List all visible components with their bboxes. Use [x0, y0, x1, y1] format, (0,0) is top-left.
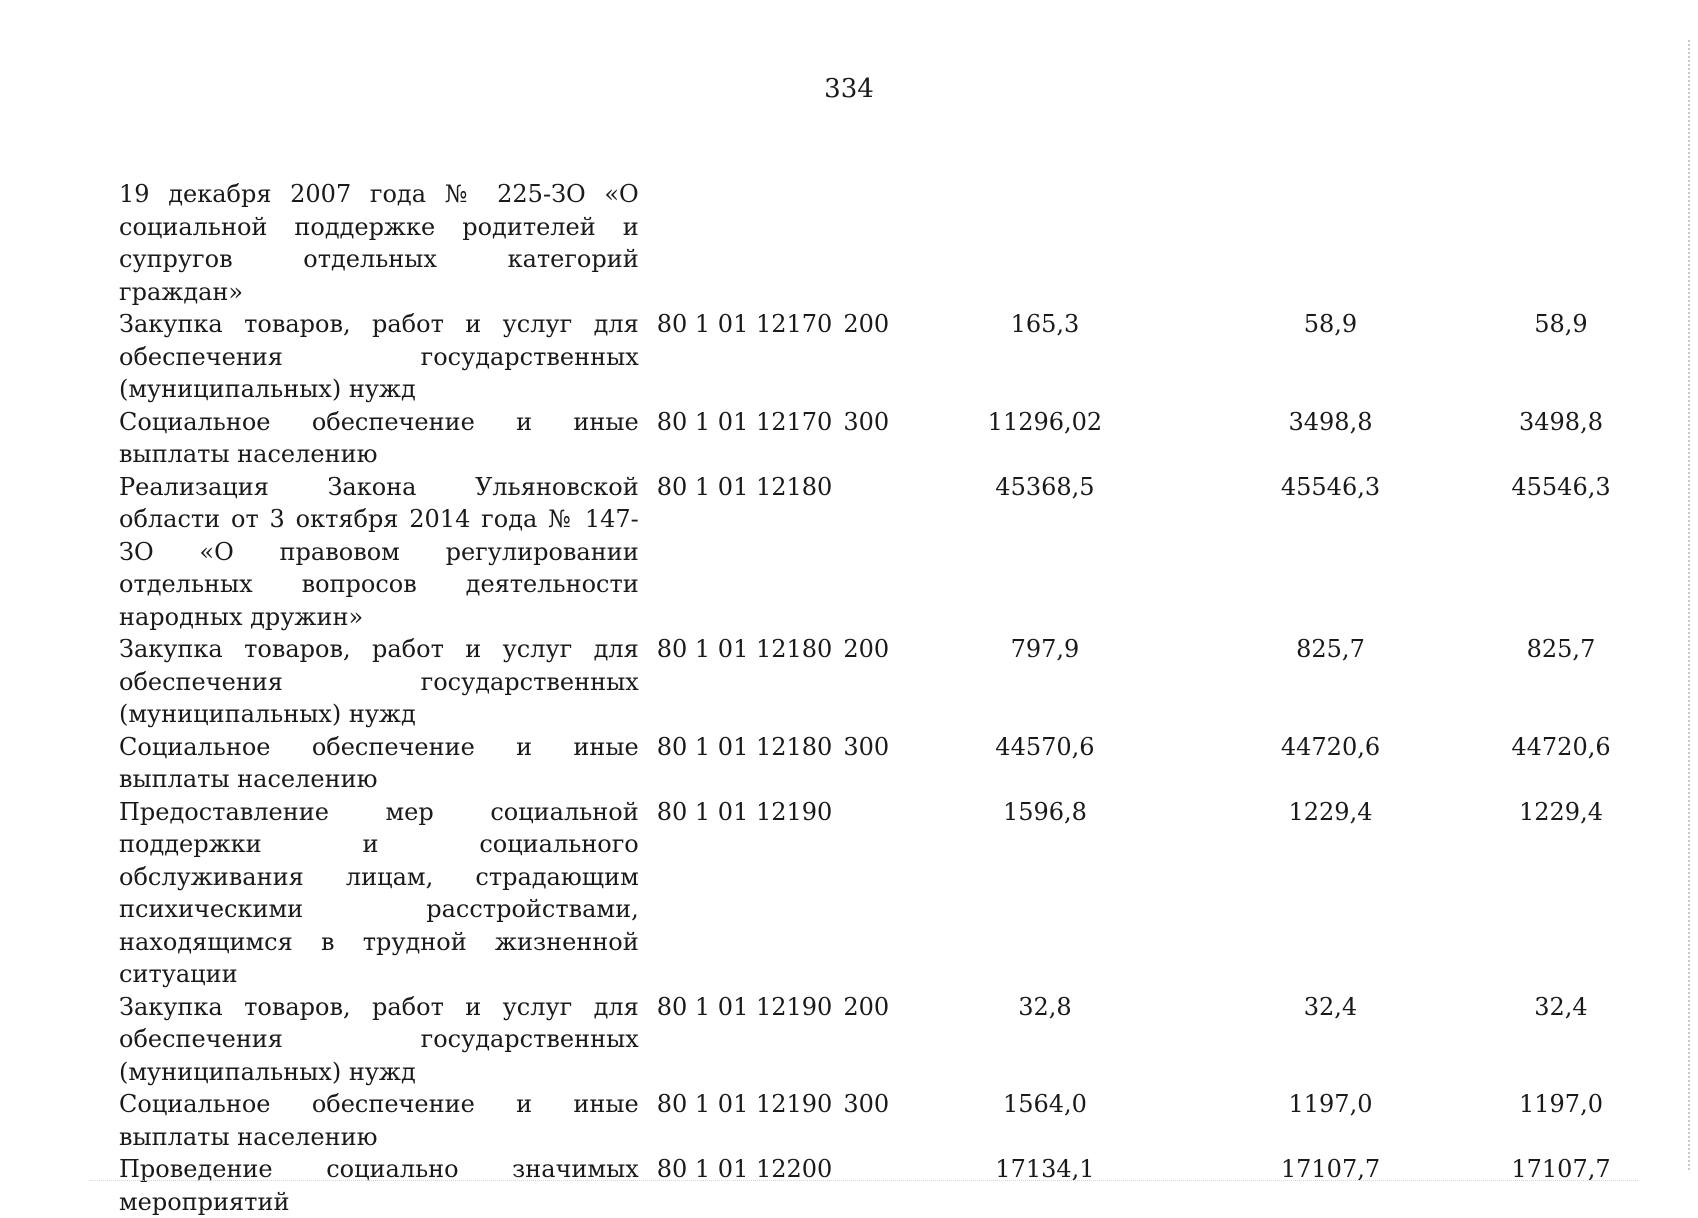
row-type: [843, 471, 903, 634]
table-row: [119, 178, 1698, 308]
row-name: Закупка товаров, работ и услуг для обеспечения государственных (муниципальных) нужд: [119, 310, 639, 403]
row-value-3: 1197,0: [1518, 1090, 1603, 1118]
row-name: Проведение социально значимых мероприятий: [119, 1155, 639, 1216]
row-name: Реализация Закона Ульяновской области от 3 октября 2014 года № 147-ЗО «О правовом регулировании отдельных вопросов деятельности народных дружин»: [119, 472, 639, 631]
row-type: 300: [843, 407, 890, 436]
row-type: 300: [843, 732, 890, 761]
row-value-2: 17107,7: [1280, 1155, 1381, 1183]
table-row: [119, 633, 1698, 731]
row-name: Предоставление мер социальной поддержки и социального обслуживания лицам, страдающим психическими расстройствами, находящимся в трудной жизненной ситуации: [119, 797, 639, 988]
row-type: 200: [843, 992, 890, 1021]
row-value-1: 1596,8: [1002, 797, 1087, 826]
row-type: 200: [843, 310, 890, 338]
table-row: [119, 1153, 1698, 1218]
row-value-2: [1237, 178, 1424, 308]
row-value-3: 32,4: [1534, 992, 1588, 1021]
row-name: 19 декабря 2007 года № 225-ЗО «О социальной поддержке родителей и супругов отдельных категорий граждан»: [119, 180, 639, 306]
row-code: [639, 178, 844, 308]
row-value-2: 1197,0: [1288, 1090, 1373, 1118]
row-value-1: [903, 178, 1237, 308]
row-value-2: 3498,8: [1288, 407, 1373, 436]
row-name: Закупка товаров, работ и услуг для обеспечения государственных (муниципальных) нужд: [119, 635, 639, 728]
table-row: [119, 1088, 1698, 1153]
row-value-2: 45546,3: [1280, 472, 1381, 501]
row-value-3: 58,9: [1534, 310, 1588, 338]
row-code: 80 1 01 12170: [656, 407, 833, 436]
budget-table-body: [119, 178, 1698, 1218]
row-code: 80 1 01 12190: [656, 797, 833, 826]
row-value-2: 1229,4: [1288, 797, 1373, 826]
row-value-3: 44720,6: [1511, 732, 1611, 761]
row-type: [843, 796, 903, 991]
row-value-3: 45546,3: [1511, 472, 1611, 501]
row-code: 80 1 01 12190: [656, 992, 833, 1021]
scan-edge-marks: [1686, 40, 1690, 1170]
row-code: 80 1 01 12180: [656, 472, 833, 501]
table-row: [119, 406, 1698, 471]
row-code: 80 1 01 12170: [656, 310, 833, 338]
row-type: [843, 1153, 903, 1218]
row-name: Социальное обеспечение и иные выплаты населению: [119, 732, 639, 793]
row-value-1: 11296,02: [987, 407, 1103, 436]
row-name: Закупка товаров, работ и услуг для обеспечения государственных (муниципальных) нужд: [119, 992, 639, 1086]
row-value-1: 32,8: [1018, 992, 1072, 1021]
row-code: 80 1 01 12190: [656, 1090, 833, 1118]
row-value-2: 58,9: [1303, 310, 1358, 338]
row-value-1: 17134,1: [995, 1155, 1095, 1183]
table-row: [119, 308, 1698, 406]
row-value-2: 44720,6: [1280, 732, 1381, 761]
row-name: Социальное обеспечение и иные выплаты населению: [119, 1090, 639, 1151]
row-value-1: 797,9: [1010, 635, 1080, 663]
table-row: [119, 796, 1698, 991]
table-row: [119, 731, 1698, 796]
budget-table: [119, 178, 1698, 1218]
row-value-3: 17107,7: [1511, 1155, 1611, 1183]
page-number: 334: [824, 74, 874, 104]
row-type: 200: [843, 635, 890, 663]
row-value-3: 1229,4: [1518, 797, 1603, 826]
row-value-3: [1424, 178, 1698, 308]
row-code: 80 1 01 12200: [656, 1155, 833, 1183]
row-type: 300: [843, 1090, 890, 1118]
row-value-3: 825,7: [1526, 635, 1596, 663]
row-name: Социальное обеспечение и иные выплаты населению: [119, 407, 639, 468]
row-value-1: 165,3: [1010, 310, 1080, 338]
table-row: [119, 991, 1698, 1089]
table-row: [119, 471, 1698, 634]
row-value-2: 825,7: [1296, 635, 1365, 663]
row-value-1: 45368,5: [995, 472, 1095, 501]
row-type: [843, 178, 903, 308]
scan-bottom-marks: [90, 1180, 1638, 1181]
row-value-2: 32,4: [1303, 992, 1358, 1021]
row-value-3: 3498,8: [1518, 407, 1603, 436]
row-value-1: 44570,6: [995, 732, 1095, 761]
row-code: 80 1 01 12180: [656, 732, 833, 761]
row-code: 80 1 01 12180: [656, 635, 833, 663]
row-value-1: 1564,0: [1002, 1090, 1087, 1118]
